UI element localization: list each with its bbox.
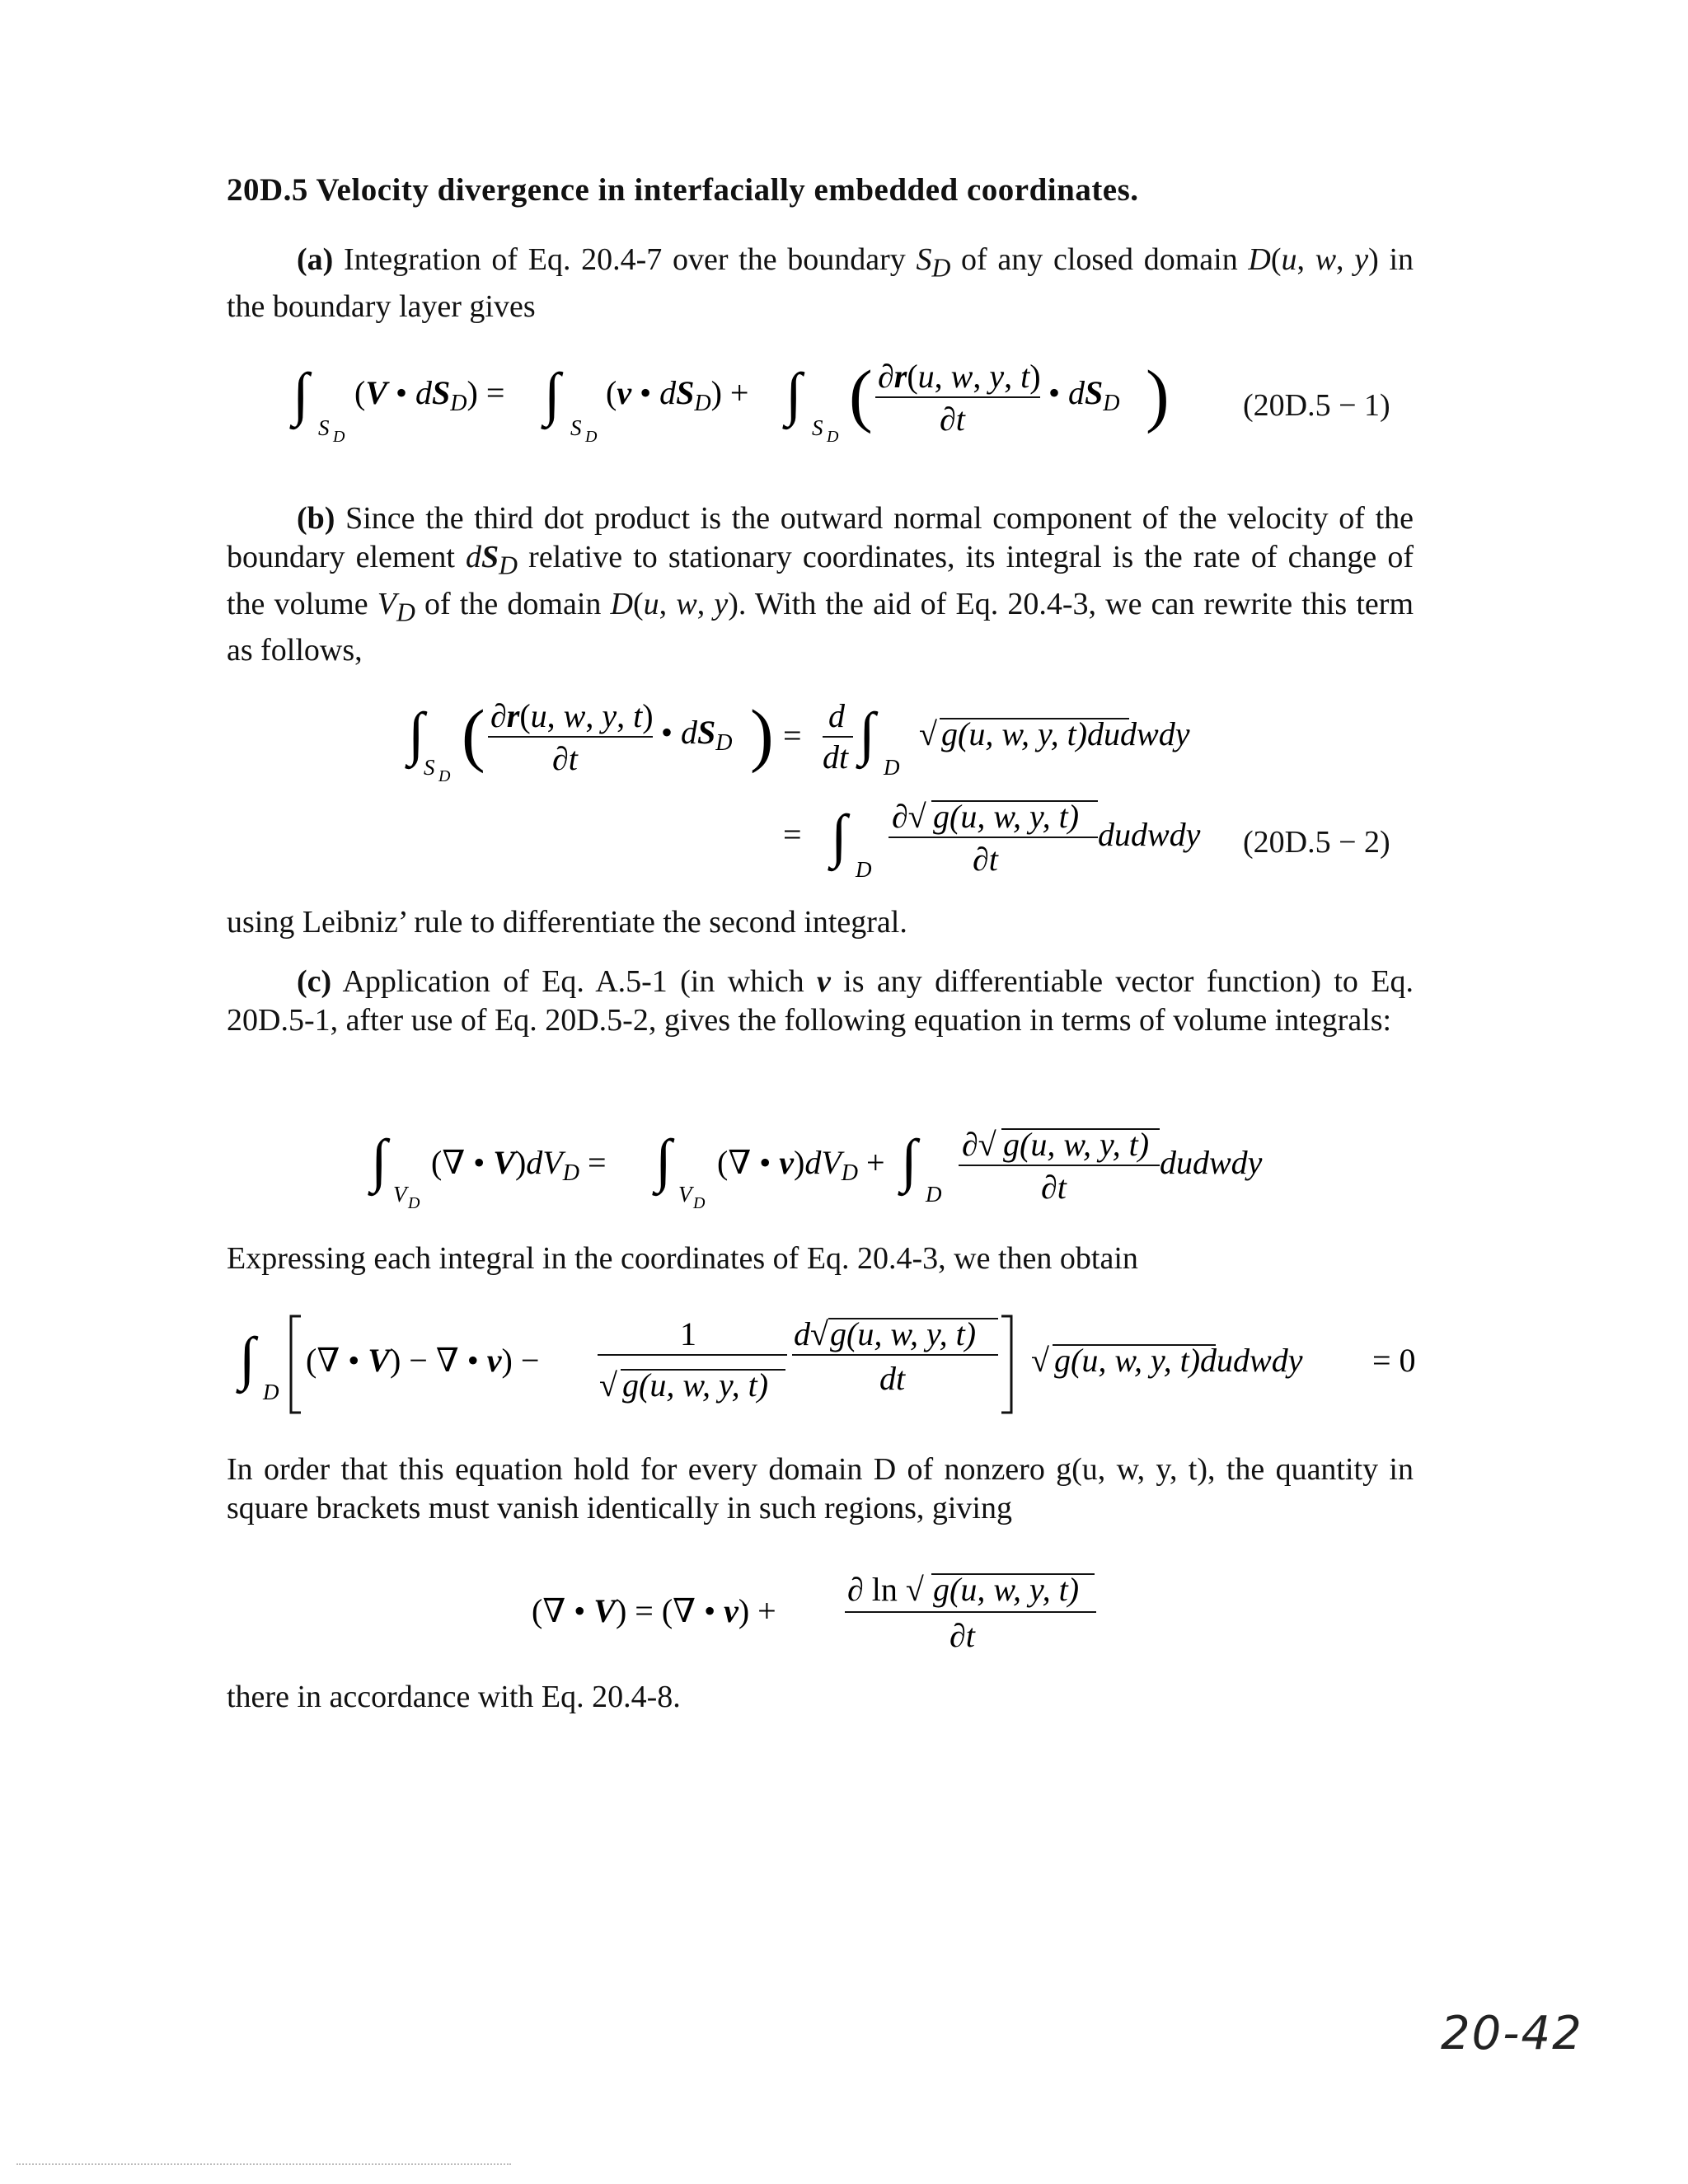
svg-text:∫: ∫ [859, 701, 875, 766]
svg-text:g(u, w, y, t)dudwdy: g(u, w, y, t)dudwdy [1054, 1342, 1303, 1379]
part-a-paragraph: (a) Integration of Eq. 20.4-7 over the boundary $S_D$ of any closed domain D(u, w, y) in the boundary layer gives [227, 242, 1414, 324]
svg-text:∂t: ∂t [552, 740, 578, 777]
svg-text:): ) [750, 695, 774, 774]
equation-number-2: (20D.5 − 2) [1243, 825, 1390, 860]
svg-text:∫: ∫ [901, 1127, 917, 1193]
svg-text:=: = [783, 816, 802, 853]
svg-text:S: S [424, 755, 435, 780]
svg-text:∂t: ∂t [1041, 1169, 1067, 1206]
equation-20d5-1 [288, 346, 1179, 470]
equation-20d5-2 [404, 686, 1269, 900]
svg-text:dudwdy: dudwdy [1160, 1144, 1263, 1181]
svg-text:∂r(u, w, y, t): ∂r(u, w, y, t) [878, 358, 1041, 395]
svg-text:=: = [783, 717, 802, 754]
svg-text:∫: ∫ [544, 361, 560, 427]
svg-text:D: D [585, 428, 598, 446]
svg-text:V: V [393, 1182, 407, 1207]
svg-text:∂√: ∂√ [962, 1126, 996, 1163]
svg-text:D: D [884, 755, 900, 780]
svg-text:1: 1 [680, 1315, 696, 1352]
closing-paragraph: there in accordance with Eq. 20.4-8. [227, 1680, 681, 1714]
svg-text:√: √ [599, 1366, 617, 1404]
scan-artifact-line [16, 2163, 511, 2165]
part-a-label: (a) [297, 242, 334, 277]
svg-text:∂ ln √: ∂ ln √ [847, 1571, 924, 1608]
svg-text:∫: ∫ [831, 803, 847, 869]
svg-text:g(u, w, y, t)dudwdy: g(u, w, y, t)dudwdy [941, 715, 1190, 752]
svg-text:(∇ • V) − ∇ • v) −: (∇ • V) − ∇ • v) − [306, 1342, 540, 1379]
svg-text:D: D [693, 1194, 706, 1212]
svg-text:(∇ • v)dVD +: (∇ • $v)dV_D$ + [717, 1144, 885, 1186]
svg-text:∫: ∫ [293, 361, 309, 427]
svg-text:D: D [438, 767, 451, 785]
svg-text:= 0: = 0 [1372, 1342, 1416, 1379]
part-c-paragraph: (c) Application of Eq. A.5-1 (in which v is any differentiable vector function) to Eq. 20D.5-1, after use of Eq. 20D.5-2, gives the following equation in terms of volume integrals: [227, 964, 1414, 1038]
svg-text:(: ( [849, 355, 873, 434]
equation-bracketed-integrand [235, 1304, 1416, 1436]
svg-text:D: D [408, 1194, 420, 1212]
part-c-label: (c) [297, 964, 332, 999]
svg-text:∂r(u, w, y, t): ∂r(u, w, y, t) [490, 697, 654, 734]
leibniz-paragraph: using Leibniz’ rule to differentiate the second integral. [227, 905, 907, 940]
svg-text:d: d [828, 697, 845, 734]
svg-text:∫: ∫ [371, 1127, 387, 1193]
svg-text:S: S [318, 415, 330, 440]
svg-text:g(u, w, y, t): g(u, w, y, t) [933, 798, 1080, 835]
equation-final-result [528, 1563, 1121, 1678]
equation-number-1: (20D.5 − 1) [1243, 388, 1390, 423]
svg-text:V: V [678, 1182, 692, 1207]
svg-text:D: D [856, 857, 872, 882]
svg-text:∂t: ∂t [940, 401, 965, 438]
svg-text:∫: ∫ [785, 361, 802, 427]
svg-text:∂√: ∂√ [892, 798, 926, 835]
svg-text:D: D [926, 1182, 942, 1207]
svg-text:g(u, w, y, t): g(u, w, y, t) [933, 1571, 1080, 1608]
equation-volume-integrals [367, 1113, 1290, 1236]
svg-text:g(u, w, y, t): g(u, w, y, t) [622, 1366, 769, 1404]
part-b-paragraph: (b) Since the third dot product is the outward normal component of the velocity of the boundary element $dS_D$ relative to stationary coordinates, its integral is the rate of change of the volume $V_D$ of the domain D(u, w, y). With the aid of Eq. 20.4-3, we can rewrite this term as follows, [227, 501, 1414, 668]
svg-text:∫: ∫ [239, 1325, 256, 1391]
svg-text:∂t: ∂t [950, 1617, 975, 1654]
svg-text:S: S [812, 415, 823, 440]
svg-text:√: √ [919, 715, 937, 752]
svg-text:): ) [1146, 355, 1170, 434]
svg-text:∂t: ∂t [973, 841, 998, 878]
svg-text:(∇ • V) = (∇ • v) +: (∇ • V) = (∇ • v) + [532, 1592, 776, 1629]
svg-text:(: ( [462, 695, 485, 774]
svg-text:D: D [333, 428, 345, 446]
svg-text:√: √ [1031, 1342, 1049, 1379]
svg-text:(∇ • V)dVD =: (∇ • $V)dV_D$ = [431, 1144, 607, 1186]
svg-text:D: D [827, 428, 839, 446]
svg-text:dt: dt [879, 1360, 906, 1397]
svg-text:d√: d√ [794, 1315, 828, 1352]
page-number-handwritten: 20-42 [1441, 2007, 1583, 2060]
svg-text:g(u, w, y, t): g(u, w, y, t) [1003, 1126, 1150, 1163]
svg-text:• dSD: • $dS_D$ [1048, 374, 1120, 416]
section-heading: 20D.5 Velocity divergence in interfacially embedded coordinates. [227, 172, 1139, 208]
svg-text:dudwdy: dudwdy [1098, 816, 1201, 853]
part-b-label: (b) [297, 501, 335, 536]
expressing-paragraph: Expressing each integral in the coordinates of Eq. 20.4-3, we then obtain [227, 1241, 1138, 1276]
svg-text:D: D [263, 1380, 279, 1404]
svg-text:S: S [570, 415, 582, 440]
svg-text:∫: ∫ [408, 701, 424, 766]
svg-text:∫: ∫ [655, 1127, 672, 1193]
svg-text:dt: dt [823, 738, 849, 776]
svg-text:• dSD: • $dS_D$ [661, 714, 733, 756]
order-paragraph: In order that this equation hold for every domain D of nonzero g(u, w, y, t), the quantity in square brackets must vanish identically in such regions, giving [227, 1452, 1414, 1526]
svg-text:g(u, w, y, t): g(u, w, y, t) [830, 1315, 977, 1352]
svg-text:(v • dSD) +: (v • $dS_D$) + [606, 374, 749, 416]
svg-text:(V • dSD) =: (V • $dS_D$) = [354, 374, 505, 416]
